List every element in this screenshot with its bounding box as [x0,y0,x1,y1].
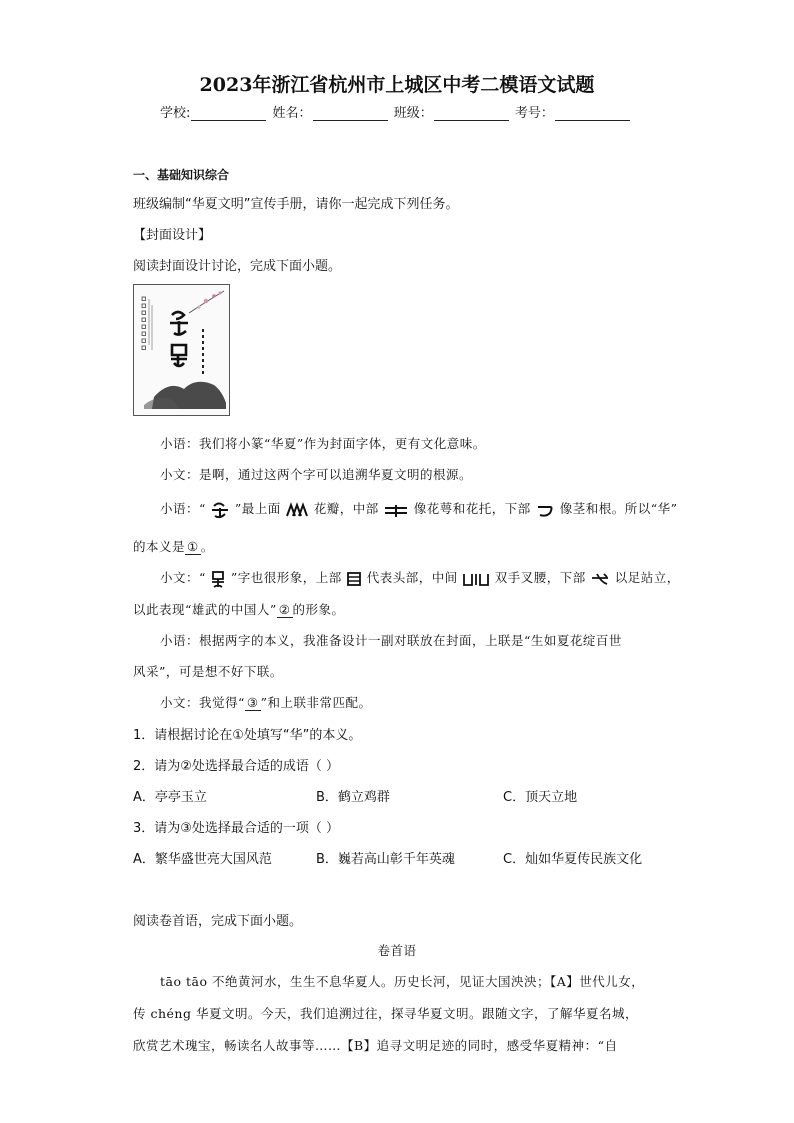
dialogue-line-3: 小语：“ ”最上面 花瓣，中部 像花萼和花托，下部 像茎和根。所以“华” [160,499,677,519]
dialogue-line-2: 小文：是啊，通过这两个字可以追溯华夏文明的根源。 [160,467,473,482]
name-label: 姓名： [272,106,312,121]
number-label: 考号： [514,106,554,121]
dialogue-line-6: 以此表现“雄武的中国人” ② 的形象。 [133,602,345,617]
reading-paragraph-line-1: tāo tāo 不绝黄河水，生生不息华夏人。历史长河，见证大国泱泱；【A】世代儿女， [160,974,645,989]
student-info-line [160,102,680,121]
dialogue-line-5: 小文：“ ”字也很形象，上部 代表头部，中间 双手叉腰，下部 以足站立， [160,568,680,588]
reading-title: 卷首语 [377,943,417,958]
reading-paragraph-line-3: 欣赏艺术瑰宝，畅读名人故事等……【B】追寻文明足迹的同时，感受华夏精神：“自 [133,1038,618,1053]
q3-option-b[interactable]: B．巍若高山彰千年英魂 [316,852,455,867]
blank-3[interactable]: ③ [246,695,259,710]
reading-paragraph-line-2: 传 chéng 华夏文明。今天，我们追溯过往，探寻华夏文明。跟随文字，了解华夏名城， [133,1006,638,1021]
seal-xia-glyph [210,570,226,588]
class-blank[interactable] [434,106,509,121]
page-title: 2023年浙江省杭州市上城区中考二模语文试题 [199,74,595,96]
seal-hands-glyph [462,571,490,587]
dialogue-line-7: 小语：根据两字的本义，我准备设计一副对联放在封面，上联是“生如夏花绽百世 [160,633,622,648]
cover-image [133,284,230,416]
cover-instruction: 阅读封面设计讨论，完成下面小题。 [133,259,342,274]
q2-option-a[interactable]: A．亭亭玉立 [133,790,207,805]
section-intro: 班级编制“华夏文明”宣传手册，请你一起完成下列任务。 [133,197,459,212]
section-heading: 一、基础知识综合 [133,168,230,182]
q3-option-a[interactable]: A．繁华盛世亮大国风范 [133,852,272,867]
school-label: 学校: [160,106,191,121]
seal-calyx-glyph [383,502,409,518]
school-blank[interactable] [191,106,266,121]
dialogue-line-8: 风采”，可是想不好下联。 [133,664,283,679]
seal-feet-glyph [590,571,610,587]
seal-petal-glyph [285,502,309,518]
q3-option-c[interactable]: C．灿如华夏传民族文化 [503,852,643,867]
q2-option-c[interactable]: C．顶天立地 [503,790,578,805]
reading-instruction: 阅读卷首语，完成下面小题。 [133,914,303,929]
cover-tag: 【封面设计】 [133,228,212,243]
name-blank[interactable] [313,106,388,121]
question-2: 2．请为②处选择最合适的成语（ ） [133,759,340,774]
q2-option-b[interactable]: B．鹤立鸡群 [316,790,390,805]
seal-hua-glyph [210,501,230,519]
seal-head-glyph [346,571,362,587]
question-3: 3．请为③处选择最合适的一项（ ） [133,821,340,836]
dialogue-line-9: 小文：我觉得“ ③ ”和上联非常匹配。 [160,695,372,710]
seal-root-glyph [535,502,555,518]
dialogue-line-4: 的本义是 ① 。 [133,539,214,554]
blank-2[interactable]: ② [278,602,291,617]
number-blank[interactable] [555,106,630,121]
class-label: 班级： [393,106,433,121]
dialogue-line-1: 小语：我们将小篆“华夏”作为封面字体，更有文化意味。 [160,436,486,451]
question-1: 1．请根据讨论在①处填写“华”的本义。 [133,728,362,743]
blank-1[interactable]: ① [187,539,199,554]
cover-illustration [134,285,229,415]
